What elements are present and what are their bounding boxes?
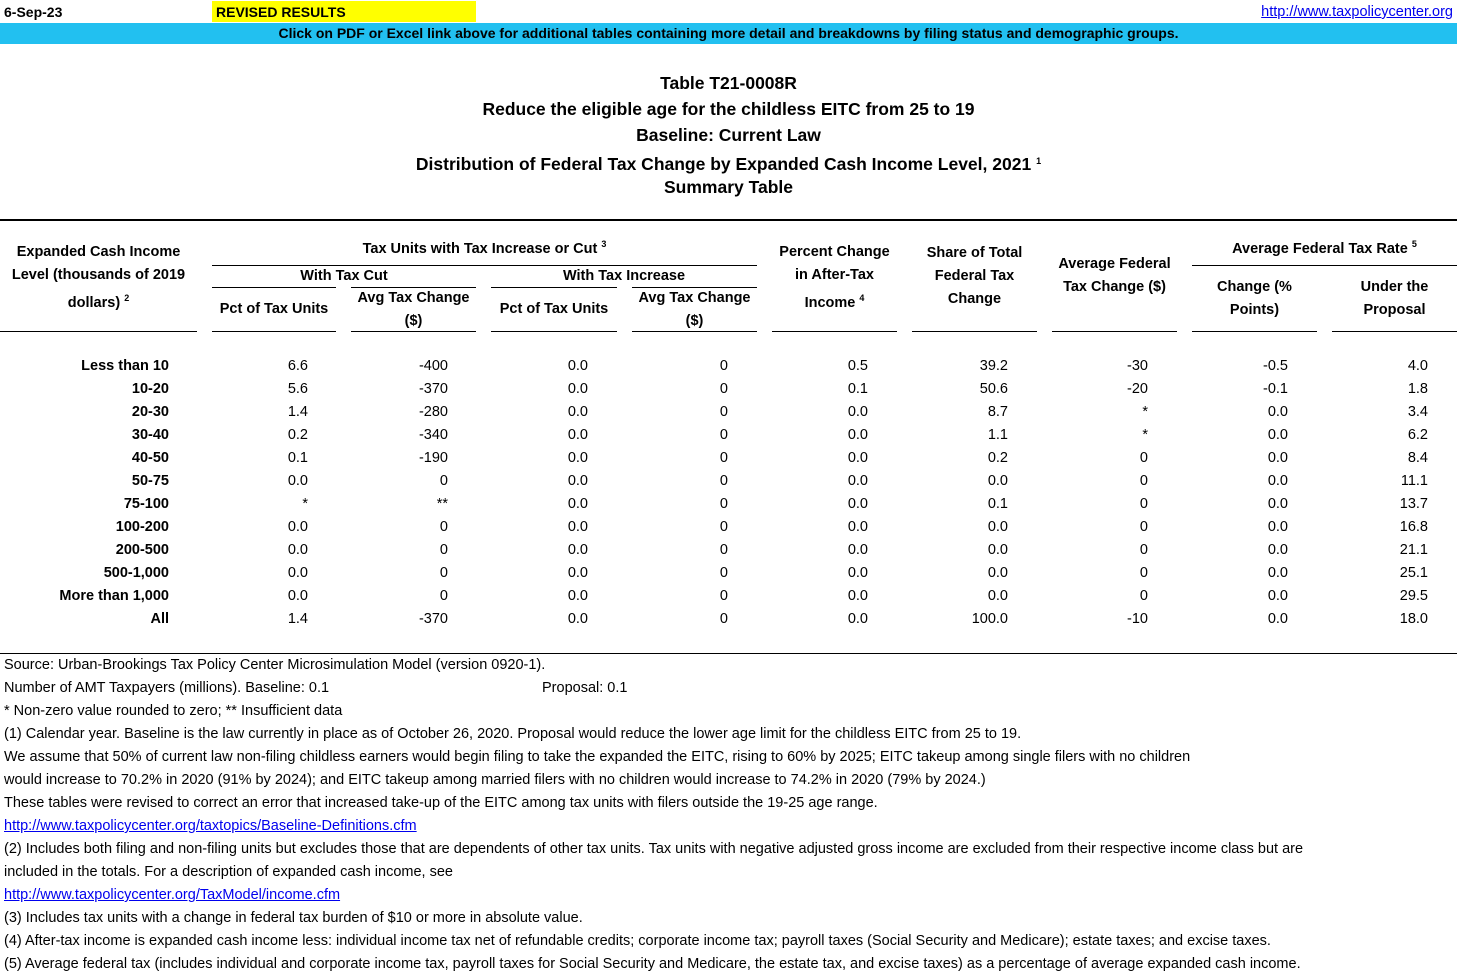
table-cell: 29.5 (1399, 588, 1428, 604)
hdr-bottom-rule-7 (912, 331, 1037, 332)
note-1d: These tables were revised to correct an error that increased take-up of the EITC among tax units with filers outside the 19-25 age range. (4, 795, 878, 811)
row-label: 50-75 (131, 473, 169, 489)
note-amt-proposal: Proposal: 0.1 (542, 680, 628, 696)
table-cell: 0 (439, 542, 448, 558)
note-4: (4) After-tax income is expanded cash income less: individual income tax net of refundable credits; corporate income tax; payroll taxes (Social Security and Medicare); estate taxes; and excise taxes. (4, 933, 1271, 949)
table-cell: 0 (719, 542, 728, 558)
table-cell: 0.0 (567, 496, 588, 512)
table-cell: 0.1 (287, 450, 308, 466)
row-label: More than 1,000 (59, 588, 169, 604)
table-cell: 0 (439, 473, 448, 489)
table-cell: 0.0 (847, 473, 868, 489)
note-amt: Number of AMT Taxpayers (millions). Baseline: 0.1 (4, 680, 330, 696)
table-cell: 18.0 (1399, 611, 1428, 627)
table-cell: 0 (1139, 542, 1148, 558)
table-title: Reduce the eligible age for the childless EITC from 25 to 19 (482, 99, 975, 119)
table-cell: 6.6 (287, 358, 308, 374)
col-pct-change-after-tax: Percent Change in After-Tax Income $^4$ (779, 244, 890, 311)
table-cell: 0 (1139, 496, 1148, 512)
table-cell: 0 (1139, 450, 1148, 466)
table-cell: 0.0 (567, 450, 588, 466)
table-cell: 8.4 (1407, 450, 1428, 466)
table-cell: 0.0 (987, 542, 1008, 558)
table-cell: 1.4 (287, 404, 308, 420)
row-label: 75-100 (123, 496, 169, 512)
table-cell: 0 (719, 588, 728, 604)
col-inc-avg-change: Avg Tax Change ($) (638, 290, 751, 329)
table-cell: 0.0 (847, 542, 868, 558)
table-cell: 0 (719, 404, 728, 420)
table-cell: 0 (439, 519, 448, 535)
table-cell: * (1142, 404, 1148, 420)
table-cell: 0.0 (567, 542, 588, 558)
info-banner: Click on PDF or Excel link above for additional tables containing more detail and breakdowns by filing status and demographic groups. (0, 23, 1457, 44)
col-group-tax-units: Tax Units with Tax Increase or Cut $^3$ (362, 239, 607, 257)
note-nonzero: * Non-zero value rounded to zero; ** Insufficient data (4, 703, 343, 719)
table-cell: 0.0 (847, 404, 868, 420)
table-cell: 0.0 (567, 611, 588, 627)
table-cell: 0.0 (1267, 404, 1288, 420)
table-cell: 0 (1139, 588, 1148, 604)
table-cell: 21.1 (1399, 542, 1428, 558)
table-cell: 0.0 (287, 588, 308, 604)
table-cell: 0.0 (847, 611, 868, 627)
table-cell: 0 (719, 427, 728, 443)
table-titles (0, 70, 1457, 200)
table-cell: 0 (719, 496, 728, 512)
col-inc-pct-units: Pct of Tax Units (499, 301, 609, 317)
note-1: (1) Calendar year. Baseline is the law currently in place as of October 26, 2020. Proposal would reduce the lower age limit for the childless EITC from 25 to 19. (4, 726, 1022, 742)
table-cell: 1.1 (987, 427, 1008, 443)
taxpolicycenter-link[interactable]: http://www.taxpolicycenter.org (1261, 4, 1453, 20)
table-cell: 0.0 (847, 427, 868, 443)
row-label: 30-40 (131, 427, 169, 443)
hdr-bottom-rule-3 (351, 331, 476, 332)
table-cell: 0.0 (567, 565, 588, 581)
col-share-total: Share of Total Federal Tax Change (926, 245, 1023, 307)
table-cell: 0.0 (1267, 519, 1288, 535)
table-cell: 0 (719, 473, 728, 489)
col-group-avg-rate: Average Federal Tax Rate $^5$ (1232, 239, 1417, 257)
hdr-bottom-rule-1 (0, 331, 197, 332)
table-cell: 0.0 (287, 542, 308, 558)
note-3: (3) Includes tax units with a change in federal tax burden of $10 or more in absolute value. (4, 910, 583, 926)
table-cell: 0.0 (847, 588, 868, 604)
table-cell: 0.0 (1267, 450, 1288, 466)
table-cell: -370 (418, 381, 448, 397)
table-cell: 0.5 (847, 358, 868, 374)
table-cell: -30 (1127, 358, 1148, 374)
table-summary-label: Summary Table (663, 177, 794, 197)
table-id: Table T21-0008R (660, 73, 797, 93)
table-cell: * (1142, 427, 1148, 443)
table-cell: 3.4 (1407, 404, 1428, 420)
table-cell: 0 (719, 358, 728, 374)
baseline-definitions-link[interactable]: http://www.taxpolicycenter.org/taxtopics/Baseline-Definitions.cfm (4, 818, 417, 834)
table-cell: 0.0 (1267, 473, 1288, 489)
col-group-with-increase: With Tax Increase (562, 268, 686, 284)
table-cell: 0 (719, 611, 728, 627)
col-change-points: Change (% Points) (1217, 279, 1292, 318)
table-cell: 0.1 (847, 381, 868, 397)
table-cell: 0.0 (847, 519, 868, 535)
income-definition-link[interactable]: http://www.taxpolicycenter.org/TaxModel/income.cfm (4, 887, 341, 903)
table-cell: 0.0 (287, 565, 308, 581)
table-cell: 0.0 (987, 565, 1008, 581)
table-cell: -340 (418, 427, 448, 443)
col-cut-avg-change: Avg Tax Change ($) (357, 290, 470, 329)
hdr-bottom-rule-8 (1052, 331, 1177, 332)
row-label: 500-1,000 (103, 565, 169, 581)
row-label: 20-30 (131, 404, 169, 420)
col-income-level: Expanded Cash Income Level (thousands of 2019 dollars) $^2$ (11, 244, 186, 311)
table-cell: 0.0 (1267, 496, 1288, 512)
table-cell: 4.0 (1407, 358, 1428, 374)
table-cell: 0.0 (1267, 427, 1288, 443)
table-cell: -190 (418, 450, 448, 466)
table-cell: 11.1 (1400, 473, 1428, 489)
table-cell: 0.0 (567, 427, 588, 443)
row-label: 10-20 (131, 381, 169, 397)
table-cell: 0.2 (287, 427, 308, 443)
table-cell: 0.0 (567, 381, 588, 397)
table-cell: 0.0 (1267, 565, 1288, 581)
table-cell: 5.6 (287, 381, 308, 397)
table-cell: 25.1 (1399, 565, 1428, 581)
row-label: Less than 10 (81, 358, 169, 374)
table-cell: 0.0 (847, 450, 868, 466)
row-label: All (150, 611, 169, 627)
table-cell: 0.0 (1267, 611, 1288, 627)
hdr-bottom-rule-9 (1192, 331, 1317, 332)
table-cell: 0.2 (987, 450, 1008, 466)
hdr-bottom-rule-2 (212, 331, 336, 332)
row-label: 40-50 (131, 450, 169, 466)
table-cell: 0.0 (287, 473, 308, 489)
table-cell: 0.0 (567, 404, 588, 420)
table-cell: 0 (719, 381, 728, 397)
table-cell: 0 (439, 588, 448, 604)
table-cell: 0 (1139, 519, 1148, 535)
note-source: Source: Urban-Brookings Tax Policy Center Microsimulation Model (version 0920-1). (4, 657, 546, 673)
table-cell: * (302, 496, 308, 512)
table-cell: 0 (1139, 565, 1148, 581)
col-group-with-cut: With Tax Cut (300, 268, 388, 284)
table-cell: 0 (719, 565, 728, 581)
group-rule-avg-rate (1192, 265, 1457, 266)
table-cell: 0.0 (847, 565, 868, 581)
table-cell: -400 (418, 358, 448, 374)
table-cell: -20 (1127, 381, 1148, 397)
note-1b: We assume that 50% of current law non-filing childless earners would begin filing to take the expanded the EITC, rising to 60% by 2025; EITC takeup among single filers with no children (4, 749, 1191, 765)
table-cell: -370 (418, 611, 448, 627)
row-label: 100-200 (115, 519, 169, 535)
note-2: (2) Includes both filing and non-filing units but excludes those that are dependents of other tax units. Tax units with negative adjusted gross income are excluded from their respective income class but are (4, 841, 1304, 857)
table-cell: 0.0 (987, 519, 1008, 535)
table-cell: 0.0 (567, 473, 588, 489)
table-cell: 0 (1139, 473, 1148, 489)
header-top-rule (0, 219, 1457, 221)
table-cell: 0.0 (987, 473, 1008, 489)
note-5: (5) Average federal tax (includes individual and corporate income tax, payroll taxes for Social Security and Medicare, the estate tax, and excise taxes) as a percentage of average expanded cash income. (4, 956, 1301, 972)
table-cell: 16.8 (1399, 519, 1428, 535)
table-cell: 100.0 (971, 611, 1008, 627)
sub-rule-1 (212, 287, 336, 288)
table-cell: -0.5 (1263, 358, 1288, 374)
note-1c: would increase to 70.2% in 2020 (91% by 2024); and EITC takeup among married filers with no children would increase to 74.2% in 2020 (79% by 2024.) (4, 772, 986, 788)
table-cell: 0.0 (1267, 542, 1288, 558)
table-cell: -280 (418, 404, 448, 420)
hdr-bottom-rule-4 (491, 331, 617, 332)
table-cell: 6.2 (1407, 427, 1428, 443)
table-cell: 0 (719, 450, 728, 466)
hdr-bottom-rule-10 (1332, 331, 1457, 332)
table-cell: 1.8 (1407, 381, 1428, 397)
table-cell: -10 (1127, 611, 1148, 627)
revised-badge: REVISED RESULTS (212, 1, 476, 22)
note-2b: included in the totals. For a description of expanded cash income, see (4, 864, 453, 880)
table-cell: 0.0 (567, 358, 588, 374)
table-cell: 0.1 (987, 496, 1008, 512)
table-cell: 1.4 (287, 611, 308, 627)
table-cell: 0 (719, 519, 728, 535)
table-cell: 50.6 (979, 381, 1008, 397)
table-cell: 0.0 (567, 519, 588, 535)
report-date: 6-Sep-23 (4, 4, 63, 20)
table-cell: 0.0 (987, 588, 1008, 604)
table-cell: ** (436, 496, 448, 512)
col-under-proposal: Under the Proposal (1360, 279, 1429, 318)
table-cell: 0.0 (1267, 588, 1288, 604)
hdr-bottom-rule-5 (632, 331, 757, 332)
table-cell: -0.1 (1263, 381, 1288, 397)
table-cell: 8.7 (987, 404, 1008, 420)
table-subtitle: Distribution of Federal Tax Change by Expanded Cash Income Level, 2021 $^1$ (415, 154, 1042, 174)
sub-rule-3 (491, 287, 617, 288)
table-cell: 13.7 (1399, 496, 1428, 512)
row-label: 200-500 (115, 542, 169, 558)
table-cell: 0.0 (847, 496, 868, 512)
table-cell: 0.0 (567, 588, 588, 604)
hdr-bottom-rule-6 (772, 331, 897, 332)
table-cell: 0 (439, 565, 448, 581)
table-cell: 0.0 (287, 519, 308, 535)
col-avg-fed-change: Average Federal Tax Change ($) (1058, 256, 1171, 295)
table-baseline: Baseline: Current Law (636, 125, 821, 145)
table-cell: 39.2 (979, 358, 1008, 374)
col-cut-pct-units: Pct of Tax Units (219, 301, 329, 317)
